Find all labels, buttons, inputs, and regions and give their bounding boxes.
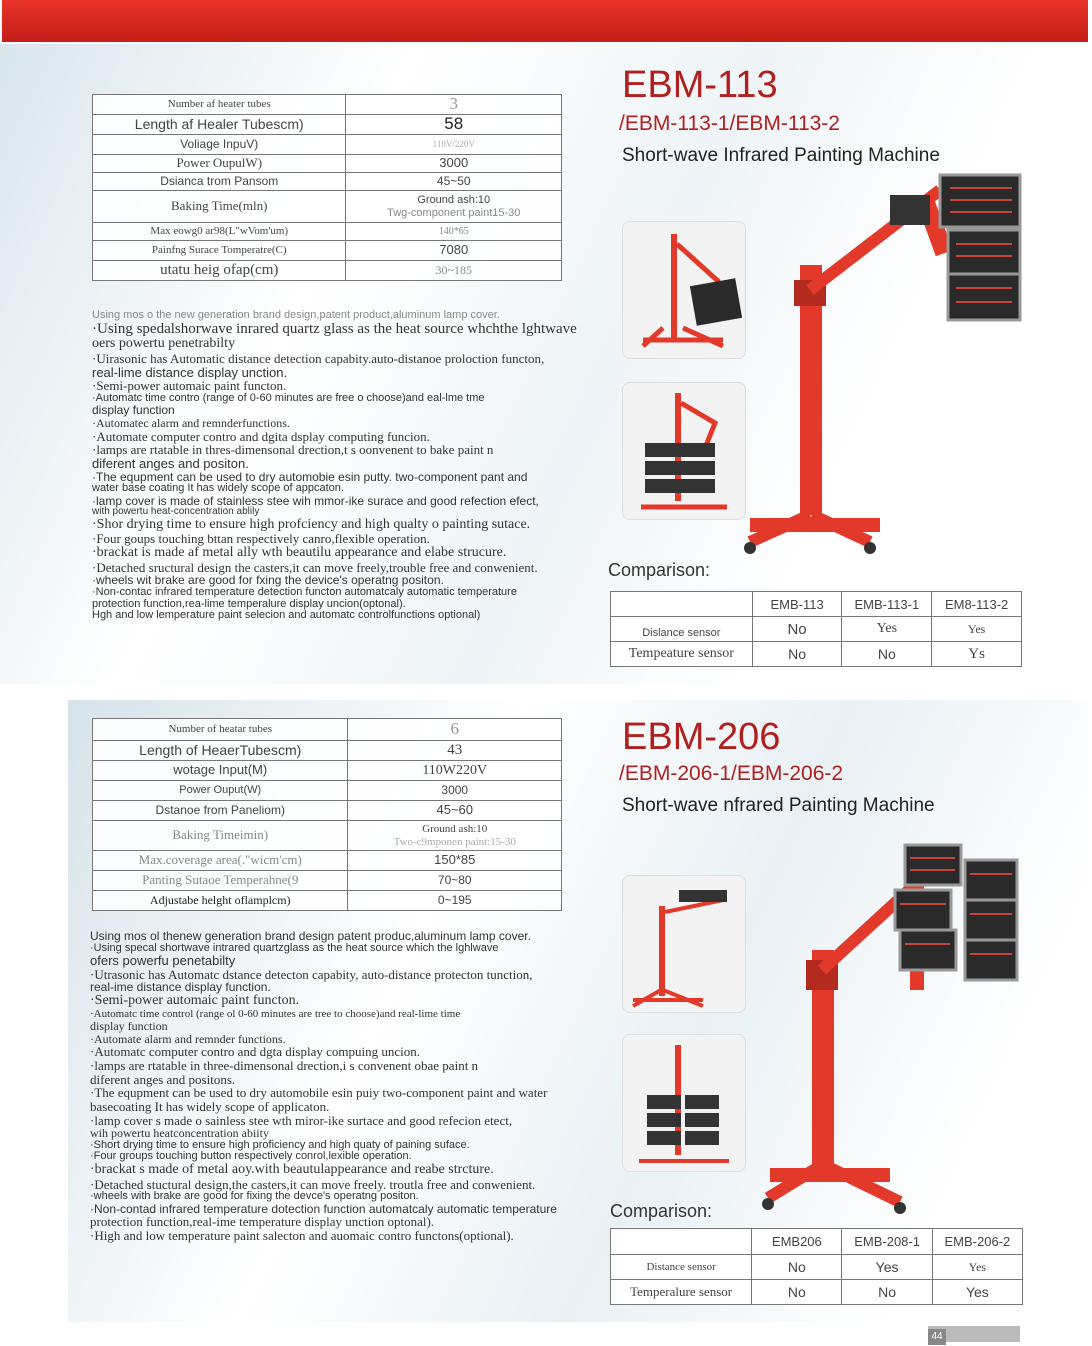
- spec-value: 150*85: [348, 851, 562, 871]
- comparison-table-ebm-113: [610, 591, 1022, 667]
- spec-label: Dsianca trom Pansom: [93, 173, 346, 191]
- feature-line: Using mos ol thenew generation brand design patent produc,aluminum lamp cover.: [90, 929, 531, 943]
- comparison-cell: No: [842, 642, 932, 667]
- spec-label: Voliage InpuV): [93, 135, 346, 155]
- spec-value: 3: [346, 95, 562, 115]
- machine-illustration: [623, 1035, 745, 1171]
- feature-line: ·wheels with brake are good for fixing the devce's operatng positon.: [90, 1190, 419, 1203]
- spec-label: Panting Sutaoe Temperahne(9: [93, 871, 348, 891]
- product-photo-vertical: [622, 1034, 746, 1172]
- comparison-cell: No: [752, 1280, 842, 1305]
- feature-line: wih powertu heatconcentration abiity: [90, 1126, 269, 1141]
- comparison-cell: Yes: [932, 617, 1022, 642]
- comparison-header: [611, 592, 753, 617]
- comparison-cell: No: [752, 642, 842, 667]
- comparison-cell: No: [842, 1280, 932, 1305]
- comparison-header: EMB206: [752, 1229, 842, 1255]
- spec-value: 58: [346, 115, 562, 135]
- main-machine-illustration-ebm-113: [740, 170, 1040, 560]
- spec-label: Max.coverage area(."wicm'cm): [93, 851, 348, 871]
- feature-line: ·lamp cover s made o sainless stee wth miror-ike surtace and good refecion etect,: [90, 1112, 513, 1128]
- comparison-header: [611, 1229, 752, 1255]
- spec-value: 30~185: [346, 261, 562, 281]
- spec-table-ebm-206: [92, 718, 562, 911]
- comparison-cell: Yes: [932, 1280, 1022, 1305]
- feature-line: diferent anges and positon.: [92, 455, 249, 471]
- feature-line: ·Detached sructural design the casters,it can move freely,trouble free and conwenient.: [92, 559, 538, 575]
- comparison-header: EMB-208-1: [842, 1229, 932, 1255]
- feature-line: protection function,rea-lime temperalure display uncion(optonal).: [92, 597, 406, 610]
- feature-line: ·Four goups touching bttan respectively canro,flexible operation.: [92, 531, 430, 547]
- feature-line: protection function,real-ime temperature display unction optonal).: [90, 1214, 435, 1230]
- feature-line: ·High and low temperature paint salecton and auomaic contro functons(optional).: [90, 1228, 514, 1244]
- comparison-cell: Yes: [842, 617, 932, 642]
- comparison-cell: Ys: [932, 642, 1022, 667]
- product-photo-folded: [622, 221, 746, 359]
- product-photo-extended: [622, 875, 746, 1013]
- comparison-row-label: Distance sensor: [611, 1255, 752, 1280]
- page-number: 44: [928, 1329, 946, 1345]
- comparison-cell: No: [752, 1255, 842, 1280]
- feature-line: ·Non-contad infrared temperature dotection function automatcaly automatic temperature: [90, 1201, 557, 1216]
- spec-label: Baking Timeimin): [93, 821, 348, 851]
- feature-line: basecoating It has widely scope of applicaton.: [90, 1099, 330, 1114]
- feature-line: ·Automate computer contro and dgita dsplay computing funcion.: [92, 428, 430, 444]
- feature-line: display function: [92, 403, 175, 418]
- feature-list-ebm-113: [92, 310, 637, 622]
- comparison-title: Comparison:: [608, 560, 711, 580]
- main-machine-illustration-ebm-206: [760, 830, 1022, 1220]
- spec-value: 110V/220V: [346, 135, 562, 155]
- spec-value-block: [348, 821, 562, 851]
- spec-label: Dstanoe from Paneliom): [93, 801, 348, 821]
- model-variants: /EBM-113-1/EBM-113-2: [619, 112, 840, 135]
- spec-value: Ground ash:10: [417, 194, 491, 207]
- spec-value: 3000: [348, 781, 562, 801]
- feature-line: ·wheels wit brake are good for fxing the device's operatng positon.: [92, 573, 444, 588]
- comparison-cell: Yes: [932, 1255, 1022, 1280]
- feature-line: oers powertu penetrabilty: [92, 336, 236, 352]
- comparison-cell: No: [752, 617, 842, 642]
- spec-value: 0~195: [348, 891, 562, 911]
- model-description: Short-wave nfrared Painting Machine: [622, 795, 935, 816]
- feature-line: real-ime distance display function.: [90, 980, 271, 995]
- comparison-header: EMB-206-2: [932, 1229, 1022, 1255]
- spec-label: Adjustabe helght oflamplcm): [93, 891, 348, 911]
- feature-list-ebm-206: [90, 930, 635, 1243]
- machine-illustration: [623, 383, 745, 519]
- machine-illustration: [623, 222, 745, 358]
- feature-line: ofers powerfu penetabilty: [90, 953, 236, 969]
- feature-line: ·The equpment can be used to dry automobie esin putty. two-component pant and: [92, 469, 528, 484]
- feature-line: ·Non-contac infrared temperature detection functon automatcaly automatic temperature: [92, 586, 517, 599]
- feature-line: ·Automatc computer contro and dgta display compuing uncion.: [90, 1044, 420, 1060]
- feature-line: ·Automatc time control (range ol 0-60 minutes are tree to choose)and real-lime time: [90, 1007, 461, 1020]
- spec-value-secondary: Two-c9mponen paint:15-30: [393, 835, 516, 848]
- spec-value: Ground ash:10: [422, 823, 488, 836]
- spec-value: 140*65: [346, 223, 562, 241]
- feature-line: ·Shor drying time to ensure high profciency and high qualty o painting sutace.: [92, 516, 531, 532]
- feature-line: ·lamps are rtatable in thres-dimensonal drection,t s oonvenent to bake paint n: [92, 442, 494, 458]
- spec-label: Baking Time(mln): [93, 191, 346, 223]
- feature-line: ·Automatec alarm and remnderfunctions.: [92, 416, 290, 431]
- page-number-bar: [928, 1326, 1020, 1342]
- spec-value-block: [346, 191, 562, 223]
- spec-value: 7080: [346, 241, 562, 261]
- feature-line: water base coating It has widely scope of appcaton.: [92, 482, 344, 495]
- feature-line: ·Using spedalshorwave inrared quartz glass as the heat source whchthe lghtwave: [92, 320, 577, 337]
- comparison-header: EM8-113-2: [932, 592, 1022, 617]
- spec-value: 45~60: [348, 801, 562, 821]
- feature-line: Using mos o the new generation brand design,patent product,aluminum lamp cover.: [92, 309, 500, 321]
- feature-line: ·Short drying time to ensure high proficiency and high quaty of paining suface.: [90, 1138, 470, 1151]
- feature-line: Hgh and low lemperature paint selecion and automatc controlfunctions optional): [92, 609, 481, 622]
- spec-label: Number of heatar tubes: [93, 719, 348, 741]
- spec-label: Max eowg0 ar98(L"wVom'um): [93, 223, 346, 241]
- spec-value: 70~80: [348, 871, 562, 891]
- spec-table-ebm-113: [92, 94, 562, 281]
- feature-line: ·Detached stuctural design,the casters,it can move freely. troutla free and conwenient.: [90, 1176, 536, 1192]
- feature-line: ·Semi-power automaic paint functon.: [92, 378, 287, 394]
- spec-label: Power OupulW): [93, 155, 346, 173]
- spec-label: Power Ouput(W): [93, 781, 348, 801]
- spec-label: wotage Input(M): [93, 761, 348, 781]
- spec-label: Number af heater tubes: [93, 95, 346, 115]
- feature-line: ·Four groups touching button respectively conrol,lexible operation.: [90, 1150, 412, 1163]
- feature-line: ·brackat s made of metal aoy.with beautulappearance and reabe strcture.: [90, 1161, 494, 1177]
- comparison-row-label: Tempeature sensor: [611, 642, 753, 667]
- feature-line: ·Utrasonic has Automatc dstance detecton capabity, auto-distance protecton tunction,: [90, 966, 533, 982]
- feature-line: display function: [90, 1019, 168, 1034]
- model-title: EBM-113: [622, 64, 778, 106]
- spec-label: Painfng Surace Tomperatre(C): [93, 241, 346, 261]
- comparison-header: EMB-113-1: [842, 592, 932, 617]
- spec-value-secondary: Twg-component paint15-30: [387, 206, 521, 219]
- spec-value: 43: [348, 741, 562, 761]
- spec-value: 45~50: [346, 173, 562, 191]
- feature-line: ·lamp cover is made of stainless stee wih mmor-ike surace and good refection efect,: [92, 493, 539, 508]
- feature-line: ·brackat is made af metal ally wth beautilu appearance and elabe strucure.: [92, 545, 507, 561]
- model-description: Short-wave Infrared Painting Machine: [622, 145, 940, 166]
- header-red-bar: [2, 0, 1088, 42]
- spec-label: Length af Healer Tubescm): [93, 115, 346, 135]
- feature-line: ·Uirasonic has Automatic distance detection capabity.auto-distanoe proloction functon,: [92, 350, 545, 366]
- spec-value: 3000: [346, 155, 562, 173]
- feature-line: with powertu heat-concentration ablily: [92, 506, 260, 518]
- comparison-row-label: Temperalure sensor: [611, 1280, 752, 1305]
- product-photo-angled: [622, 382, 746, 520]
- feature-line: ·Using specal shortwave intrared quartzglass as the heat source which the lghlwave: [90, 941, 499, 954]
- comparison-header: EMB-113: [752, 592, 842, 617]
- feature-line: ·The equpment can be used to dry automobile esin puiy two-component paint and water: [90, 1085, 548, 1101]
- spec-label: Length of HeaerTubescm): [93, 741, 348, 761]
- spec-value: 110W220V: [348, 761, 562, 781]
- feature-line: ·Semi-power automaic paint functon.: [90, 993, 300, 1009]
- model-title: EBM-206: [622, 716, 781, 758]
- comparison-table-ebm-206: [610, 1228, 1023, 1305]
- comparison-title: Comparison:: [610, 1201, 713, 1221]
- feature-line: diferent anges and positons.: [90, 1071, 236, 1087]
- spec-value: 6: [348, 719, 562, 741]
- comparison-row-label: Dislance sensor: [611, 617, 753, 642]
- machine-illustration: [623, 876, 745, 1012]
- spec-label: utatu heig ofap(cm): [93, 261, 346, 281]
- feature-line: ·Automate alarm and remnder functions.: [90, 1031, 286, 1046]
- feature-line: real-lime distance display unction.: [92, 364, 288, 380]
- feature-line: ·lamps are rtatable in three-dimensonal drection,i s convenent obae paint n: [90, 1058, 479, 1074]
- model-variants: /EBM-206-1/EBM-206-2: [619, 762, 844, 785]
- comparison-cell: Yes: [842, 1255, 932, 1280]
- feature-line: ·Automatc time contro (range of 0-60 minutes are free o choose)and eal-lme tme: [92, 391, 485, 404]
